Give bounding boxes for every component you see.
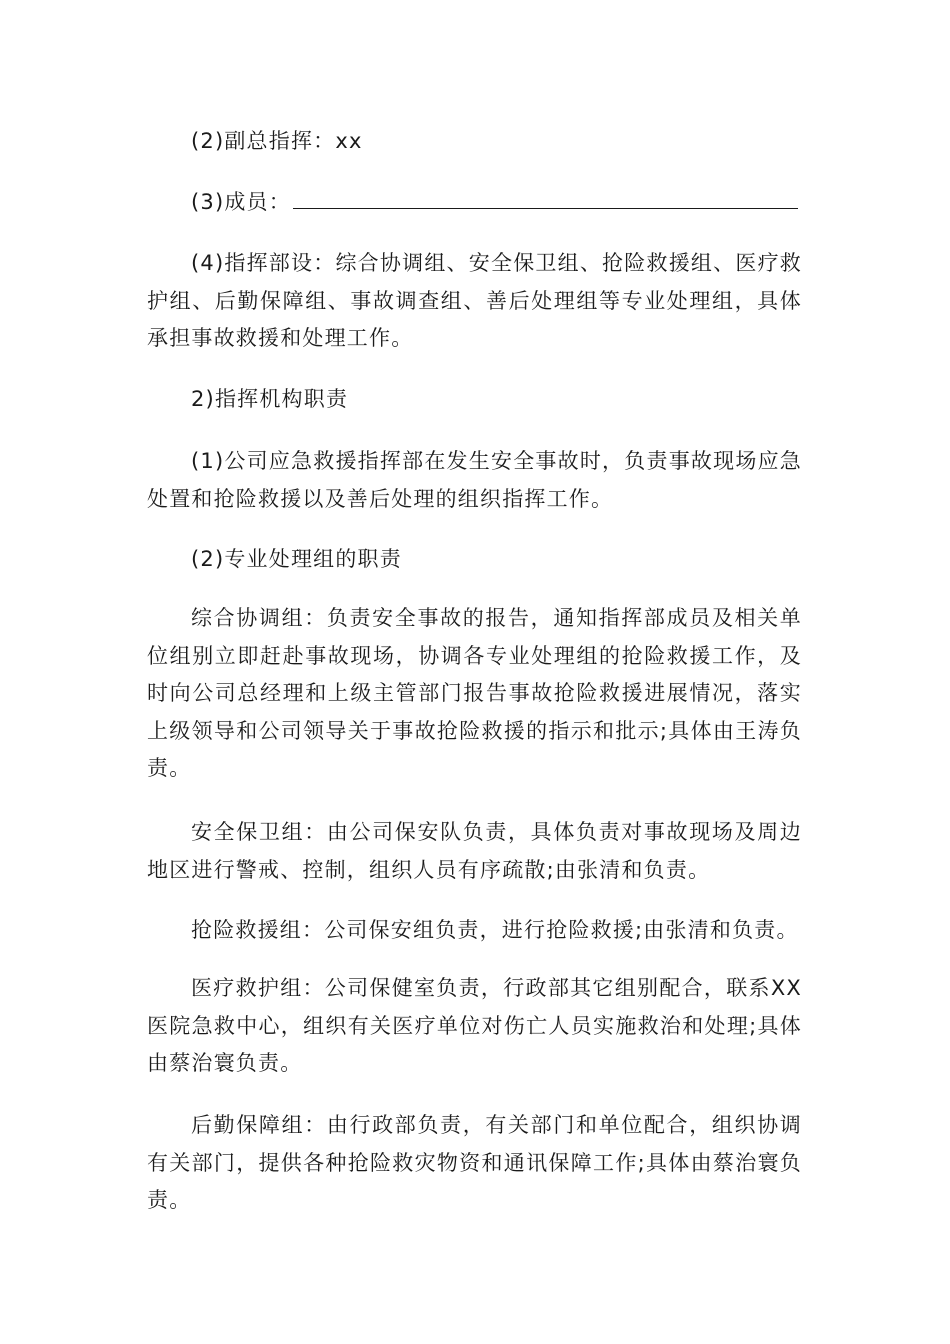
paragraph-medical-group: 医疗救护组：公司保健室负责，行政部其它组别配合，联系XX医院急救中心，组织有关医疗单位对伤亡人员实施救治和处理;具体由蔡治寰负责。 xyxy=(147,976,802,1075)
paragraph-security-group: 安全保卫组：由公司保安队负责，具体负责对事故现场及周边地区进行警戒、控制，组织人员有序疏散;由张清和负责。 xyxy=(147,820,802,882)
paragraph-members xyxy=(147,184,802,222)
paragraph-group-duties-heading: (2)专业处理组的职责 xyxy=(191,547,402,571)
members-blank-line xyxy=(293,188,798,209)
members-label: (3)成员： xyxy=(191,190,291,214)
paragraph-command-duty: (1)公司应急救援指挥部在发生安全事故时，负责事故现场应急处置和抢险救援以及善后处理的组织指挥工作。 xyxy=(147,449,802,511)
paragraph-logistics-group: 后勤保障组：由行政部负责，有关部门和单位配合，组织协调有关部门，提供各种抢险救灾物资和通讯保障工作;具体由蔡治寰负责。 xyxy=(147,1113,802,1212)
paragraph-rescue-group: 抢险救援组：公司保安组负责，进行抢险救援;由张清和负责。 xyxy=(191,918,799,942)
paragraph-command-setup: (4)指挥部设：综合协调组、安全保卫组、抢险救援组、医疗救护组、后勤保障组、事故调查组、善后处理组等专业处理组，具体承担事故救援和处理工作。 xyxy=(147,251,802,350)
paragraph-deputy-commander: (2)副总指挥：xx xyxy=(191,129,363,153)
paragraph-duties-heading: 2)指挥机构职责 xyxy=(191,387,349,411)
paragraph-coordination-group: 综合协调组：负责安全事故的报告，通知指挥部成员及相关单位组别立即赶赴事故现场，协调各专业处理组的抢险救援工作，及时向公司总经理和上级主管部门报告事故抢险救援进展情况，落实上级领导和公司领导关于事故抢险救援的指示和批示;具体由王涛负责。 xyxy=(147,606,802,780)
